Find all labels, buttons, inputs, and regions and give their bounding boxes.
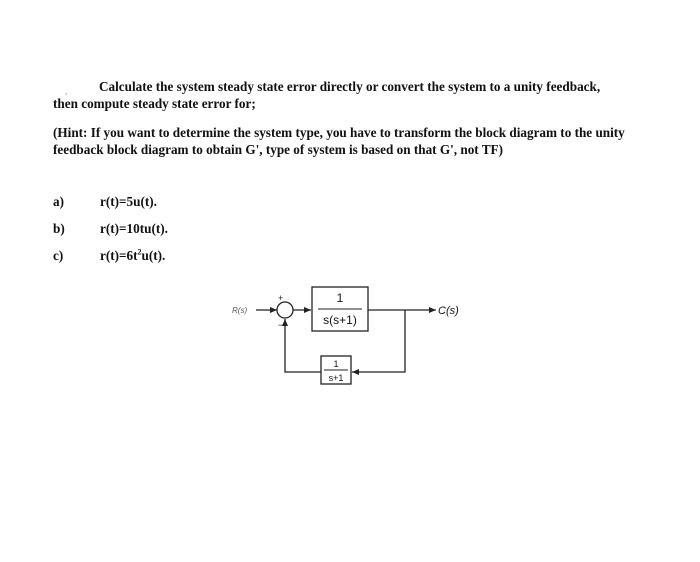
intro-text: Calculate the system steady state error directly or convert the system to a unity feedback, then compute steady state error for; (53, 79, 601, 111)
forward-denominator: s(s+1) (323, 313, 357, 327)
feedback-numerator: 1 (333, 359, 339, 369)
item-text-tail: u(t). (141, 248, 166, 263)
item-text: r(t)=10tu(t). (100, 221, 168, 236)
feedback-denominator: s+1 (328, 373, 344, 383)
item-text: r(t)=5u(t). (100, 194, 157, 209)
input-label: R(s) (232, 306, 248, 315)
output-label: C(s) (438, 305, 459, 317)
item-label: a) (53, 194, 64, 209)
stray-mark: , (65, 86, 68, 96)
item-label: b) (53, 221, 65, 236)
forward-numerator: 1 (336, 291, 344, 305)
hint-paragraph: (Hint: If you want to determine the system type, you have to transform the block diagram to the unity feedback block diagram to obtain G', type of system is based on that G', not TF) (53, 125, 625, 157)
sum-minus-sign: − (278, 320, 284, 330)
exponent: 2 (137, 247, 142, 257)
item-text-base: r(t)=6t (100, 248, 138, 263)
summing-junction (277, 302, 293, 318)
item-label: c) (53, 248, 64, 263)
sum-plus-sign: + (278, 293, 284, 303)
